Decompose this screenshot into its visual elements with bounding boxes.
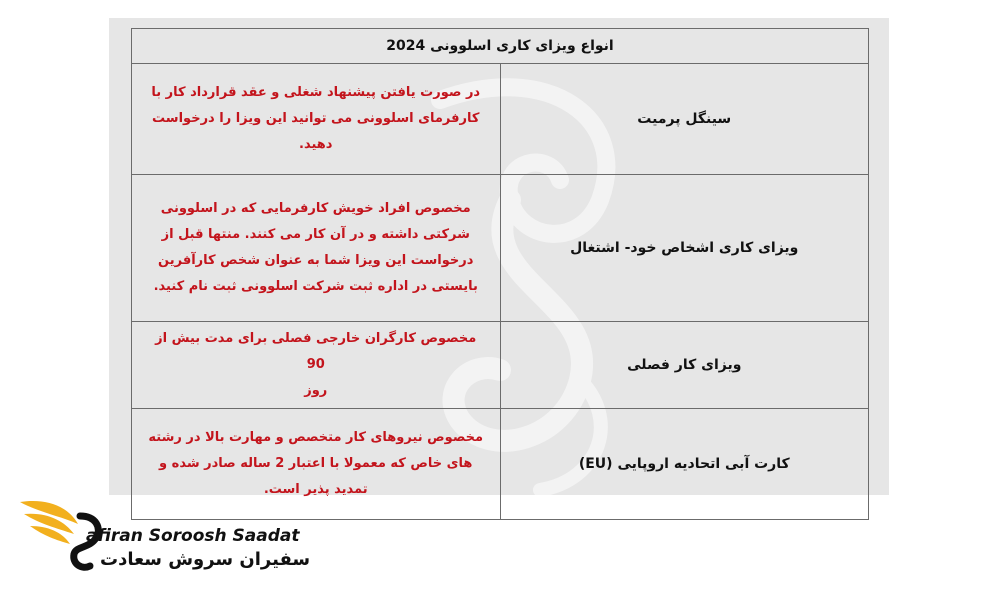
visa-name: کارت آبی اتحادیه اروپایی (EU)	[500, 409, 869, 520]
table-row	[132, 64, 869, 175]
visa-name: سینگل پرمیت	[500, 64, 869, 175]
visa-description	[132, 64, 501, 175]
company-logo	[16, 494, 316, 594]
description-line: مخصوص افراد خویش کارفرمایی که در اسلوونی	[160, 201, 471, 216]
description-line: تمدید پذیر است.	[263, 482, 368, 497]
logo-farsi-name: سفیران سروش سعادت	[100, 549, 311, 570]
description-line: روز	[304, 383, 328, 398]
description-line: مخصوص کارگران خارجی فصلی برای مدت بیش از 90	[155, 331, 477, 372]
visa-description	[132, 175, 501, 322]
table-row	[132, 175, 869, 322]
visa-types-table	[131, 28, 869, 520]
description-line: در صورت یافتن پیشنهاد شغلی و عقد قرارداد کار با	[151, 85, 481, 100]
description-line: مخصوص نیروهای کار متخصص و مهارت بالا در رشته	[148, 430, 484, 445]
table-title: انواع ویزای کاری اسلوونی 2024	[132, 29, 869, 64]
visa-description	[132, 322, 501, 409]
description-line: کارفرمای اسلوونی می توانید این ویزا را درخواست	[152, 111, 480, 126]
table-header-row	[132, 29, 869, 64]
table-row	[132, 322, 869, 409]
description-line: دهید.	[299, 137, 333, 152]
description-line: شرکتی داشته و در آن کار می کنند. منتها قبل از	[161, 227, 470, 242]
description-line: درخواست این ویزا شما به عنوان شخص کارآفرین	[158, 253, 474, 268]
description-line: های خاص که معمولا با اعتبار 2 ساله صادر شده و	[159, 456, 473, 471]
visa-name: ویزای کاری اشخاص خود- اشتغال	[500, 175, 869, 322]
logo-latin-name: afiran Soroosh Saadat	[86, 526, 300, 546]
visa-name: ویزای کار فصلی	[500, 322, 869, 409]
description-line: بایستی در اداره ثبت شرکت اسلوونی ثبت نام کنید.	[153, 279, 478, 294]
